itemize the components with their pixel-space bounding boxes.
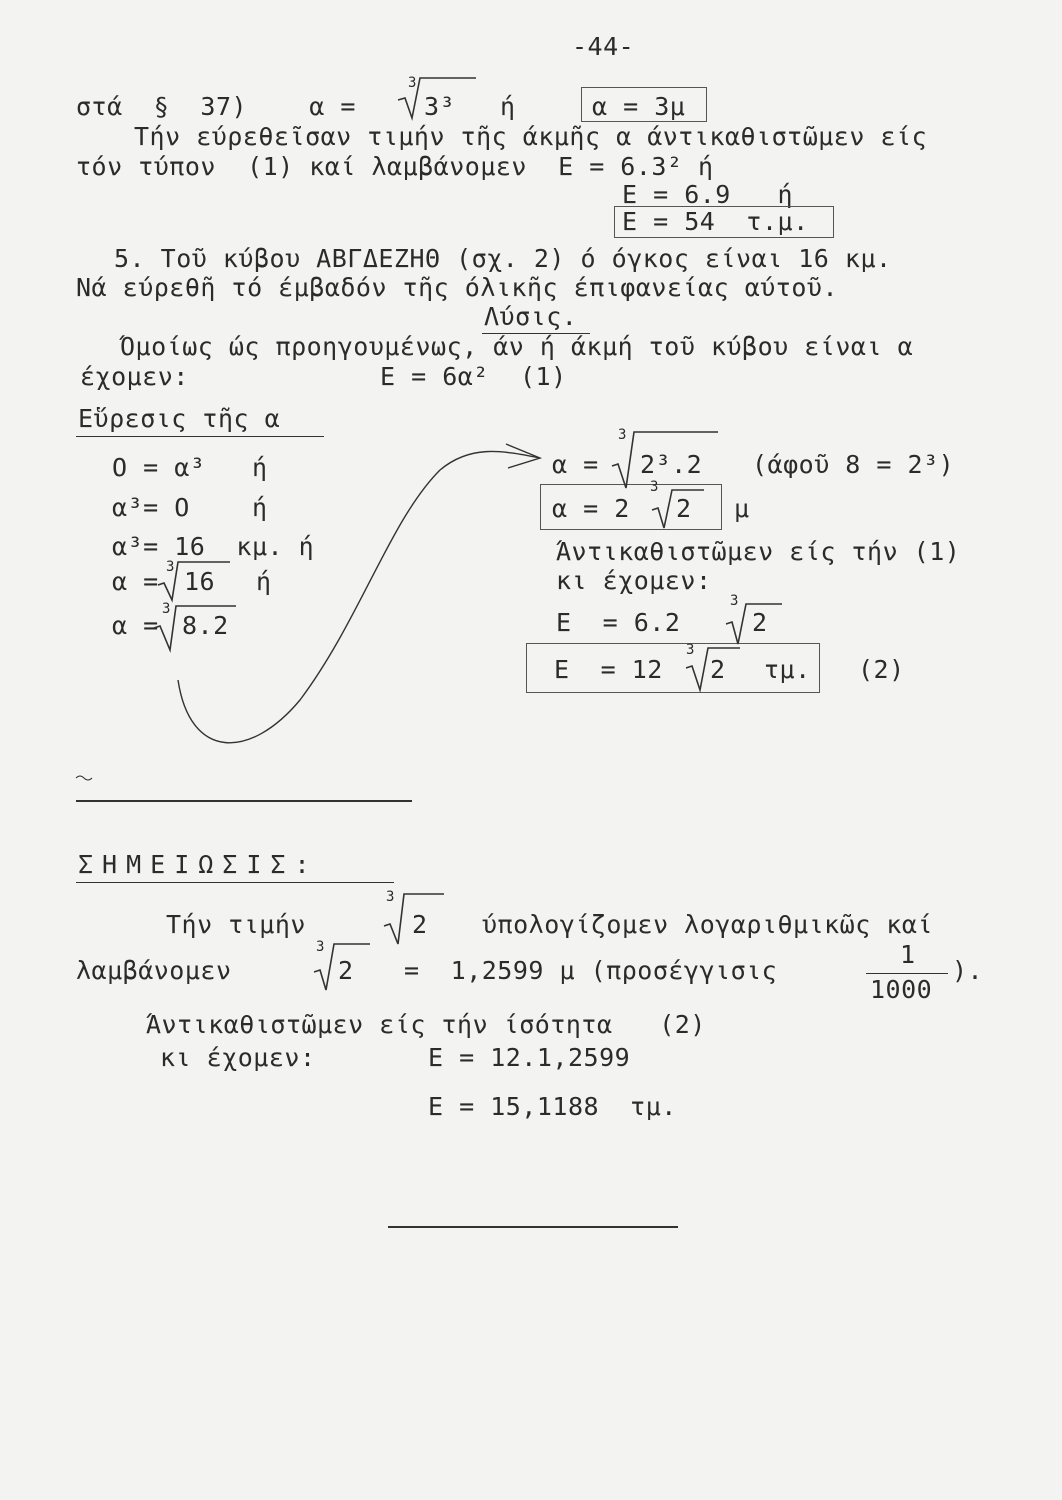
- right-step-6-unit: τμ.: [764, 655, 811, 684]
- right-step-1-lhs: α =: [552, 450, 599, 479]
- root-index: 3: [316, 939, 325, 955]
- page-number: -44-: [572, 32, 635, 61]
- find-heading-underline: [76, 436, 324, 437]
- step-2: α³= Ο ή: [112, 493, 268, 522]
- note-line-4b: Ε = 12.1,2599: [428, 1043, 631, 1072]
- note-line-2-radicand: 2: [338, 956, 354, 985]
- boxed-result-edge-text: α = 3μ: [592, 92, 686, 121]
- closing-paren: ).: [952, 956, 984, 985]
- note-heading-underline: [76, 882, 394, 883]
- step-5-radicand: 8.2: [182, 611, 229, 640]
- right-step-6-lhs: Ε = 12: [554, 655, 663, 684]
- tilde-mark: [76, 776, 92, 780]
- root-index: 3: [730, 593, 739, 609]
- arrow-head: [506, 444, 540, 468]
- right-step-1-radicand: 2³.2: [640, 450, 703, 479]
- note-line-1a: Τήν τιμήν: [166, 910, 306, 939]
- fraction-bar: [866, 973, 948, 974]
- line-e-69: Ε = 6.9 ή: [622, 180, 794, 209]
- fraction-numerator: 1: [900, 940, 916, 969]
- line-section-ref: στά § 37) α =: [76, 92, 356, 121]
- step-4-or: ή: [256, 567, 272, 596]
- note-line-3: Άντικαθιστῶμεν είς τήν ίσότητα (2): [146, 1010, 706, 1039]
- right-step-2-radicand: 2: [676, 494, 692, 523]
- find-heading: Εὕρεσις τῆς α: [78, 404, 281, 433]
- step-4-radicand: 16: [184, 567, 216, 596]
- boxed-result-area-text: Ε = 54 τ.μ.: [622, 207, 809, 236]
- root-index: 3: [686, 642, 695, 658]
- equation-ref: (2): [858, 655, 905, 684]
- root-index: 3: [618, 427, 627, 443]
- right-step-4: κι έχομεν:: [556, 566, 712, 595]
- problem-5-line-4b: Ε = 6α² (1): [380, 362, 567, 391]
- end-divider: [388, 1226, 678, 1228]
- section-divider: [76, 800, 412, 802]
- note-line-2a: λαμβάνομεν: [76, 956, 232, 985]
- note-line-2b: = 1,2599 μ (προσέγγισις: [404, 956, 778, 985]
- right-step-6-radicand: 2: [710, 655, 726, 684]
- note-heading: ΣΗΜΕΙΩΣΙΣ:: [78, 850, 319, 879]
- right-step-2-lhs: α = 2: [552, 494, 630, 523]
- step-3: α³= 16 κμ. ή: [112, 532, 315, 561]
- problem-5-line-2: Νά εύρεθῆ τό έμβαδόν τῆς όλικῆς έπιφανείας αύτοῦ.: [76, 273, 839, 302]
- right-step-5-lhs: Ε = 6.2: [556, 608, 681, 637]
- step-4-lhs: α =: [112, 567, 159, 596]
- step-1: Ο = α³ ή: [112, 453, 268, 482]
- root-index: 3: [386, 889, 395, 905]
- radicand: 3³: [424, 92, 456, 121]
- note-line-1b: ύπολογίζομεν λογαριθμικῶς καί: [482, 910, 933, 939]
- fraction-denominator: 1000: [870, 975, 933, 1004]
- root-index: 3: [650, 479, 659, 495]
- right-step-3: Άντικαθιστῶμεν είς τήν (1): [556, 537, 961, 566]
- right-step-2-unit: μ: [734, 494, 750, 523]
- line-formula: τόν τύπον (1) καί λαμβάνομεν Ε = 6.3² ή: [76, 152, 714, 181]
- root-index: 3: [162, 601, 171, 617]
- root-index: 3: [408, 75, 417, 91]
- problem-5-line-3: Όμοίως ώς προηγουμένως, άν ή άκμή τοῦ κύβου είναι α: [120, 332, 914, 361]
- note-line-1-radicand: 2: [412, 910, 428, 939]
- note-line-4a: κι έχομεν:: [160, 1043, 316, 1072]
- or-word: ή: [500, 92, 516, 121]
- problem-5-line-4a: έχομεν:: [80, 362, 189, 391]
- step-5-lhs: α =: [112, 611, 159, 640]
- right-step-5-radicand: 2: [752, 608, 768, 637]
- right-step-1-note: (άφοῦ 8 = 2³): [752, 450, 955, 479]
- solution-heading: Λύσις.: [484, 302, 578, 331]
- problem-5-line-1: 5. Τοῦ κύβου ΑΒΓΔΕΖΗΘ (σχ. 2) ό όγκος είναι 16 κμ.: [114, 244, 892, 273]
- line-substitute: Τήν εύρεθεῖσαν τιμήν τῆς άκμῆς α άντικαθιστῶμεν είς: [134, 122, 928, 151]
- note-line-5: Ε = 15,1188 τμ.: [428, 1092, 677, 1121]
- root-index: 3: [166, 559, 175, 575]
